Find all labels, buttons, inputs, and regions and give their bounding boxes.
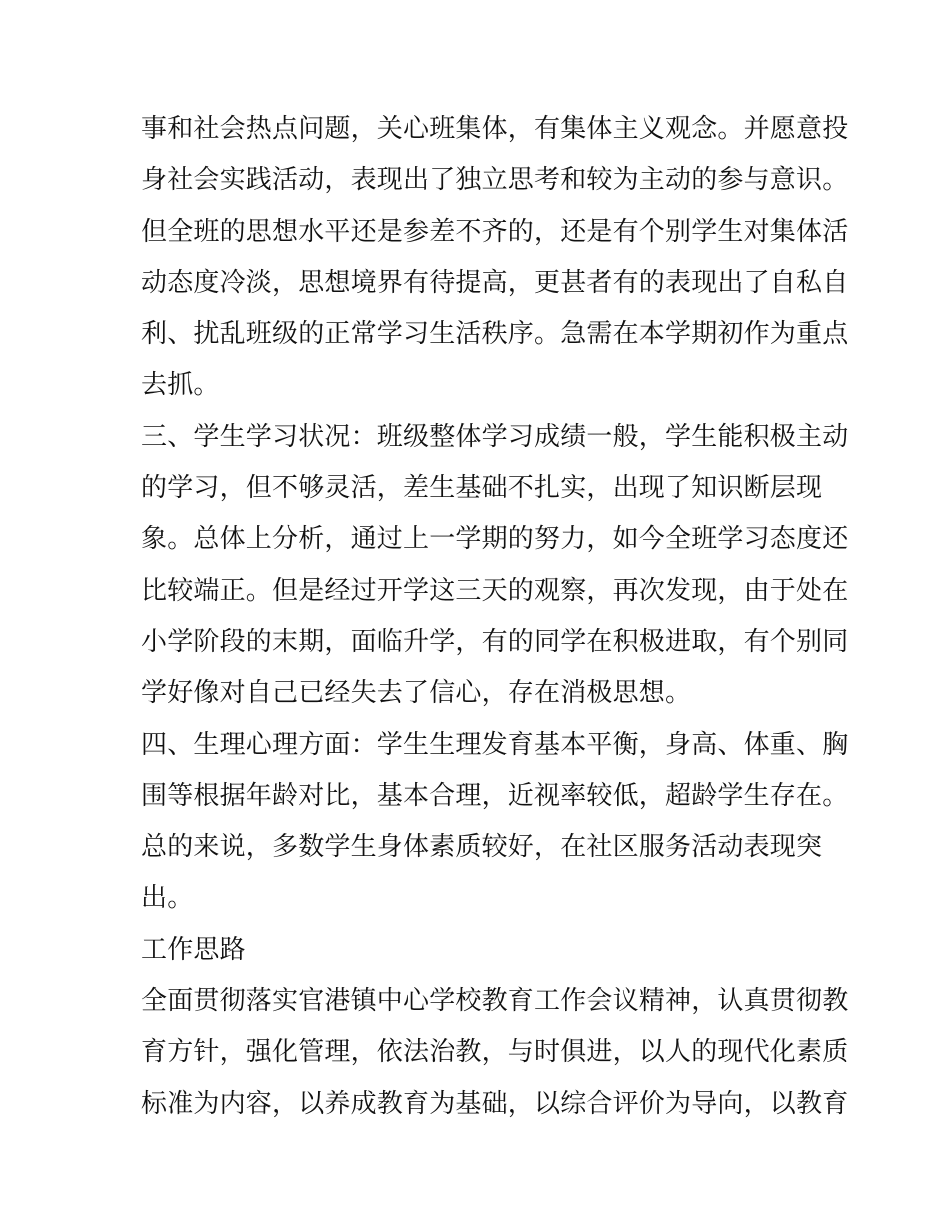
text-line: 但全班的思想水平还是参差不齐的，还是有个别学生对集体活 — [141, 216, 849, 247]
text-line: 去抓。 — [141, 370, 220, 401]
text-line: 利、扰乱班级的正常学习生活秩序。急需在本学期初作为重点 — [141, 319, 849, 350]
text-line: 标准为内容，以养成教育为基础，以综合评价为导向，以教育 — [141, 1088, 849, 1119]
text-line: 的学习，但不够灵活，差生基础不扎实，出现了知识断层现 — [141, 473, 823, 504]
section-heading-work-approach: 工作思路 — [141, 934, 246, 965]
text-line: 身社会实践活动，表现出了独立思考和较为主动的参与意识。 — [141, 165, 849, 196]
document-body — [141, 104, 849, 1130]
section-heading-learning: 三、学生学习状况：班级整体学习成绩一般，学生能积极主动 — [141, 421, 849, 452]
text-line: 比较端正。但是经过开学这三天的观察，再次发现，由于处在 — [141, 575, 849, 606]
text-line: 学好像对自己已经失去了信心，存在消极思想。 — [141, 678, 692, 709]
section-heading-physiology: 四、生理心理方面：学生生理发育基本平衡，身高、体重、胸 — [141, 729, 849, 760]
text-line: 事和社会热点问题，关心班集体，有集体主义观念。并愿意投 — [141, 114, 849, 144]
text-line: 育方针，强化管理，依法治教，与时俱进，以人的现代化素质 — [141, 1037, 849, 1068]
text-line: 出。 — [141, 883, 194, 914]
text-line: 小学阶段的末期，面临升学，有的同学在积极进取，有个别同 — [141, 626, 849, 657]
text-line: 象。总体上分析，通过上一学期的努力，如今全班学习态度还 — [141, 524, 849, 555]
text-line: 动态度冷淡，思想境界有待提高，更甚者有的表现出了自私自 — [141, 267, 849, 298]
text-line: 全面贯彻落实官港镇中心学校教育工作会议精神，认真贯彻教 — [141, 986, 849, 1017]
text-line: 围等根据年龄对比，基本合理，近视率较低，超龄学生存在。 — [141, 780, 849, 811]
text-line: 总的来说，多数学生身体素质较好，在社区服务活动表现突 — [141, 832, 823, 863]
